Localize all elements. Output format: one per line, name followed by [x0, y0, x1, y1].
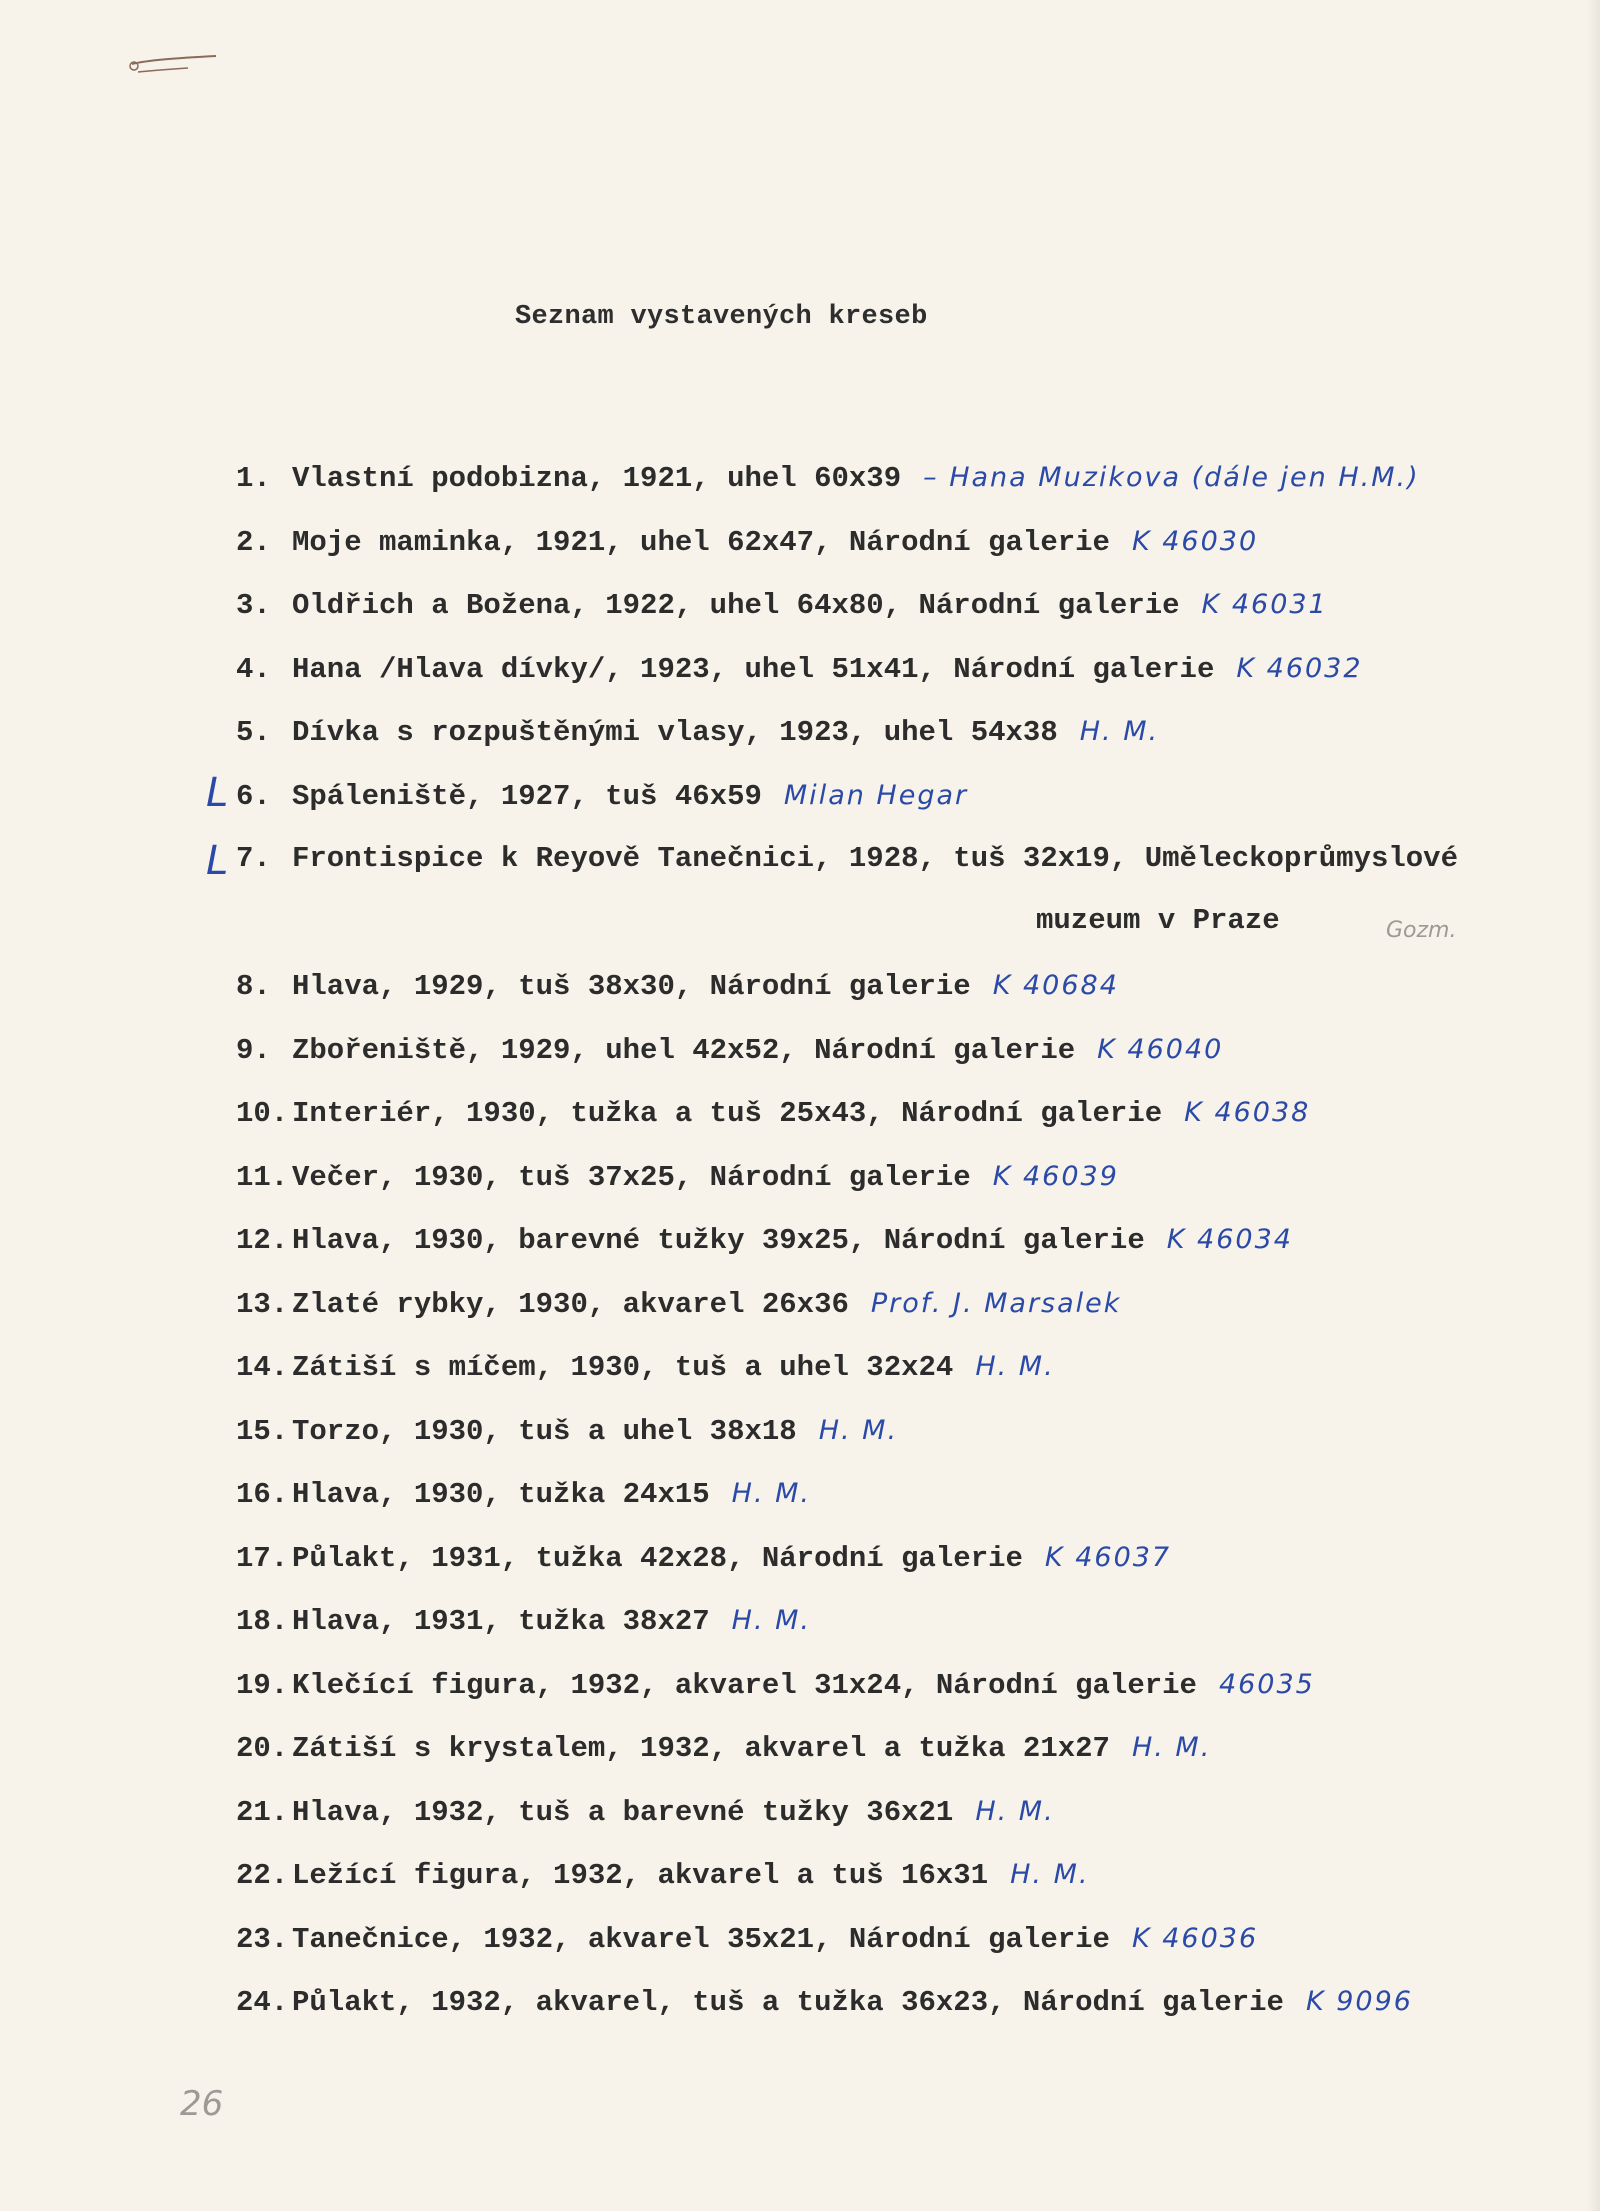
list-item	[236, 1411, 1556, 1475]
item-number: 20.	[236, 1732, 289, 1765]
item-number: 15.	[236, 1414, 289, 1448]
handwritten-note: K 46030	[1131, 525, 1259, 557]
handwritten-note: K 46039	[992, 1160, 1119, 1192]
item-text: Zbořeniště, 1929, uhel 42x52, Národní galerie	[292, 1033, 1076, 1067]
list-item	[236, 1284, 1556, 1348]
item-number: 9.	[236, 1033, 271, 1067]
item-number: 3.	[236, 589, 271, 622]
list-item	[236, 1601, 1556, 1665]
item-number: 14.	[236, 1351, 289, 1384]
drawing-list	[236, 458, 1556, 2046]
item-number: 11.	[236, 1160, 289, 1194]
item-text: Frontispice k Reyově Tanečnici, 1928, tuš 32x19, Uměleckoprůmyslové	[292, 842, 1458, 875]
item-text: Moje maminka, 1921, uhel 62x47, Národní galerie	[292, 525, 1110, 559]
handwritten-note: Milan Hegar	[783, 779, 969, 811]
list-item	[236, 1474, 1556, 1538]
item-number: 10.	[236, 1097, 289, 1130]
item-text: Hlava, 1930, tužka 24x15	[292, 1478, 710, 1511]
item-text: Spáleniště, 1927, tuš 46x59	[292, 779, 762, 813]
item-number: 12.	[236, 1224, 289, 1257]
handwritten-note: 46035	[1218, 1668, 1315, 1700]
list-item	[236, 458, 1556, 522]
handwritten-note: – Hana Muzikova (dále jen H.M.)	[923, 462, 1420, 493]
list-item	[236, 1792, 1556, 1856]
list-item	[236, 1728, 1556, 1792]
handwritten-note: K 46031	[1201, 589, 1328, 620]
list-item	[236, 1093, 1556, 1157]
item-text: Ležící figura, 1932, akvarel a tuš 16x31	[292, 1859, 989, 1892]
item-number: 21.	[236, 1795, 289, 1829]
list-item	[236, 1665, 1556, 1729]
handwritten-note: H. M.	[731, 1605, 812, 1636]
item-text: Hana /Hlava dívky/, 1923, uhel 51x41, Národní galerie	[292, 652, 1215, 686]
list-item	[236, 1919, 1556, 1983]
item-number: 24.	[236, 1986, 289, 2019]
page-title: Seznam vystavených kreseb	[515, 302, 928, 332]
item-number: 19.	[236, 1668, 289, 1702]
item-text: Hlava, 1929, tuš 38x30, Národní galerie	[292, 970, 971, 1003]
margin-check-mark-7: L	[206, 838, 229, 884]
item-number: 13.	[236, 1287, 289, 1321]
item-number: 22.	[236, 1859, 289, 1892]
handwritten-note: K 46036	[1131, 1922, 1259, 1954]
item-number: 18.	[236, 1605, 289, 1638]
handwritten-note: K 46040	[1097, 1033, 1224, 1065]
pencil-page-number: 26	[180, 2084, 224, 2124]
item-text: Půlakt, 1931, tužka 42x28, Národní galerie	[292, 1541, 1023, 1575]
item-number: 6.	[236, 779, 271, 813]
list-item	[236, 585, 1556, 649]
handwritten-note: H. M.	[731, 1478, 812, 1509]
list-item	[236, 522, 1556, 586]
list-item	[236, 649, 1556, 713]
handwritten-note: K 9096	[1305, 1986, 1413, 2017]
list-item	[236, 839, 1556, 966]
handwritten-note: H. M.	[1079, 716, 1160, 747]
handwritten-note: K 46037	[1044, 1541, 1172, 1573]
list-item	[236, 1982, 1556, 2046]
list-item	[236, 1347, 1556, 1411]
handwritten-note: H. M.	[975, 1351, 1055, 1382]
item-text: Hlava, 1932, tuš a barevné tužky 36x21	[292, 1795, 954, 1829]
item-text: Tanečnice, 1932, akvarel 35x21, Národní galerie	[292, 1922, 1110, 1956]
list-item	[236, 1538, 1556, 1602]
handwritten-note: H. M.	[1131, 1732, 1212, 1763]
margin-check-mark-6: L	[206, 770, 229, 816]
item-number: 8.	[236, 970, 271, 1003]
item-text: Zátiší s míčem, 1930, tuš a uhel 32x24	[292, 1351, 954, 1384]
item-text: Interiér, 1930, tužka a tuš 25x43, Národní galerie	[292, 1097, 1163, 1130]
page-edge-shadow	[1586, 0, 1600, 2211]
handwritten-note: H. M.	[975, 1795, 1055, 1827]
corner-pencil-mark	[128, 52, 220, 78]
handwritten-note: Prof. J. Marsalek	[870, 1287, 1122, 1319]
list-item	[236, 776, 1556, 840]
item-text: Zátiší s krystalem, 1932, akvarel a tužka 21x27	[292, 1732, 1110, 1765]
item-text: Vlastní podobizna, 1921, uhel 60x39	[292, 462, 902, 495]
item-text: Hlava, 1930, barevné tužky 39x25, Národní galerie	[292, 1224, 1145, 1257]
item-text: Zlaté rybky, 1930, akvarel 26x36	[292, 1287, 849, 1321]
item-text: Dívka s rozpuštěnými vlasy, 1923, uhel 54x38	[292, 716, 1058, 749]
handwritten-note: K 46032	[1236, 652, 1363, 684]
item-number: 17.	[236, 1541, 289, 1575]
handwritten-note: H. M.	[1010, 1859, 1090, 1890]
list-item	[236, 1855, 1556, 1919]
list-item	[236, 1157, 1556, 1221]
handwritten-note: K 46038	[1184, 1097, 1311, 1128]
item-text-continuation: muzeum v Praze	[1036, 904, 1280, 937]
handwritten-note: H. M.	[818, 1414, 899, 1446]
list-item	[236, 1220, 1556, 1284]
item-number: 7.	[236, 842, 271, 875]
list-item	[236, 1030, 1556, 1094]
item-number: 2.	[236, 525, 271, 559]
handwritten-note: K 46034	[1166, 1224, 1293, 1255]
item-number: 1.	[236, 462, 271, 495]
item-number: 23.	[236, 1922, 289, 1956]
item-number: 16.	[236, 1478, 289, 1511]
handwritten-note: K 40684	[992, 970, 1119, 1001]
item-number: 5.	[236, 716, 271, 749]
item-text: Oldřich a Božena, 1922, uhel 64x80, Národní galerie	[292, 589, 1180, 622]
item-number: 4.	[236, 652, 271, 686]
item-text: Večer, 1930, tuš 37x25, Národní galerie	[292, 1160, 971, 1194]
list-item	[236, 712, 1556, 776]
item-text: Torzo, 1930, tuš a uhel 38x18	[292, 1414, 797, 1448]
pencil-margin-note: Gozm.	[1386, 918, 1457, 943]
item-text: Půlakt, 1932, akvarel, tuš a tužka 36x23, Národní galerie	[292, 1986, 1284, 2019]
item-text: Klečící figura, 1932, akvarel 31x24, Národní galerie	[292, 1668, 1197, 1702]
item-text: Hlava, 1931, tužka 38x27	[292, 1605, 710, 1638]
list-item	[236, 966, 1556, 1030]
